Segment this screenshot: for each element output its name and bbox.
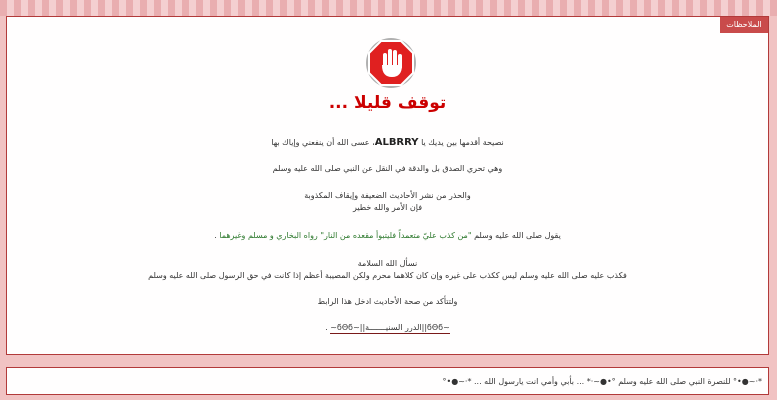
signature-text: *·~●•° للنصرة النبي صلى الله عليه وسلم °•●~·* ... بأبي وأمي انت يارسول الله ... *·~●•° [442,377,762,386]
panel-header [720,17,768,33]
user-name: ALBRRY [374,137,419,148]
warning-title: توقف قليلا ... [328,93,447,113]
hadith-quote: "من كذب عليّ متعمداً فليتبوأ مقعده من النار" رواه البخاري و مسلم وغيرهما [219,231,472,240]
link-row [7,323,768,332]
verify-line: ولتتأكد من صحة الأحاديث ادخل هذا الرابط [317,297,458,306]
hadith-line: يقول صلى الله عليه وسلم "من كذب عليّ متعمداً فليتبوأ مقعده من النار" رواه البخاري و مسلم وغيرهما . [214,231,561,240]
stop-hand-icon [365,37,417,89]
explanation-line: فكذب عليه صلى الله عليه وسلم ليس ككذب على غيره وإن كان كلاهما محرم ولكن المصيبة أعظم إذا كانت في حق الرسول صلى الله عليه وسلم [148,271,627,280]
prayer-line: نسأل الله السلامة [357,259,418,268]
warning-line-2: فإن الأمر والله خطير [352,203,423,212]
warning-line: والحذر من نشر الأحاديث الضعيفة وإيقاف المكذوبة [304,191,471,200]
dorar-link[interactable]: ~ϭΘϭ||الدرر السنيـــــــة||~ϭΘϭ~ [330,323,450,332]
decorative-header-pattern [0,0,777,16]
notice-panel [6,16,769,355]
advice-line: نصيحة أقدمها بين يديك يا ALBRRY، عسى الله أن ينفعني وإياك بها [271,137,504,148]
instruction-line: وهي تحري الصدق بل والدقة في النقل عن النبي صلى الله عليه وسلم [272,164,503,173]
link-suffix: . [325,323,328,332]
footer-panel [6,367,769,395]
panel-title: الملاحظات [726,20,762,29]
